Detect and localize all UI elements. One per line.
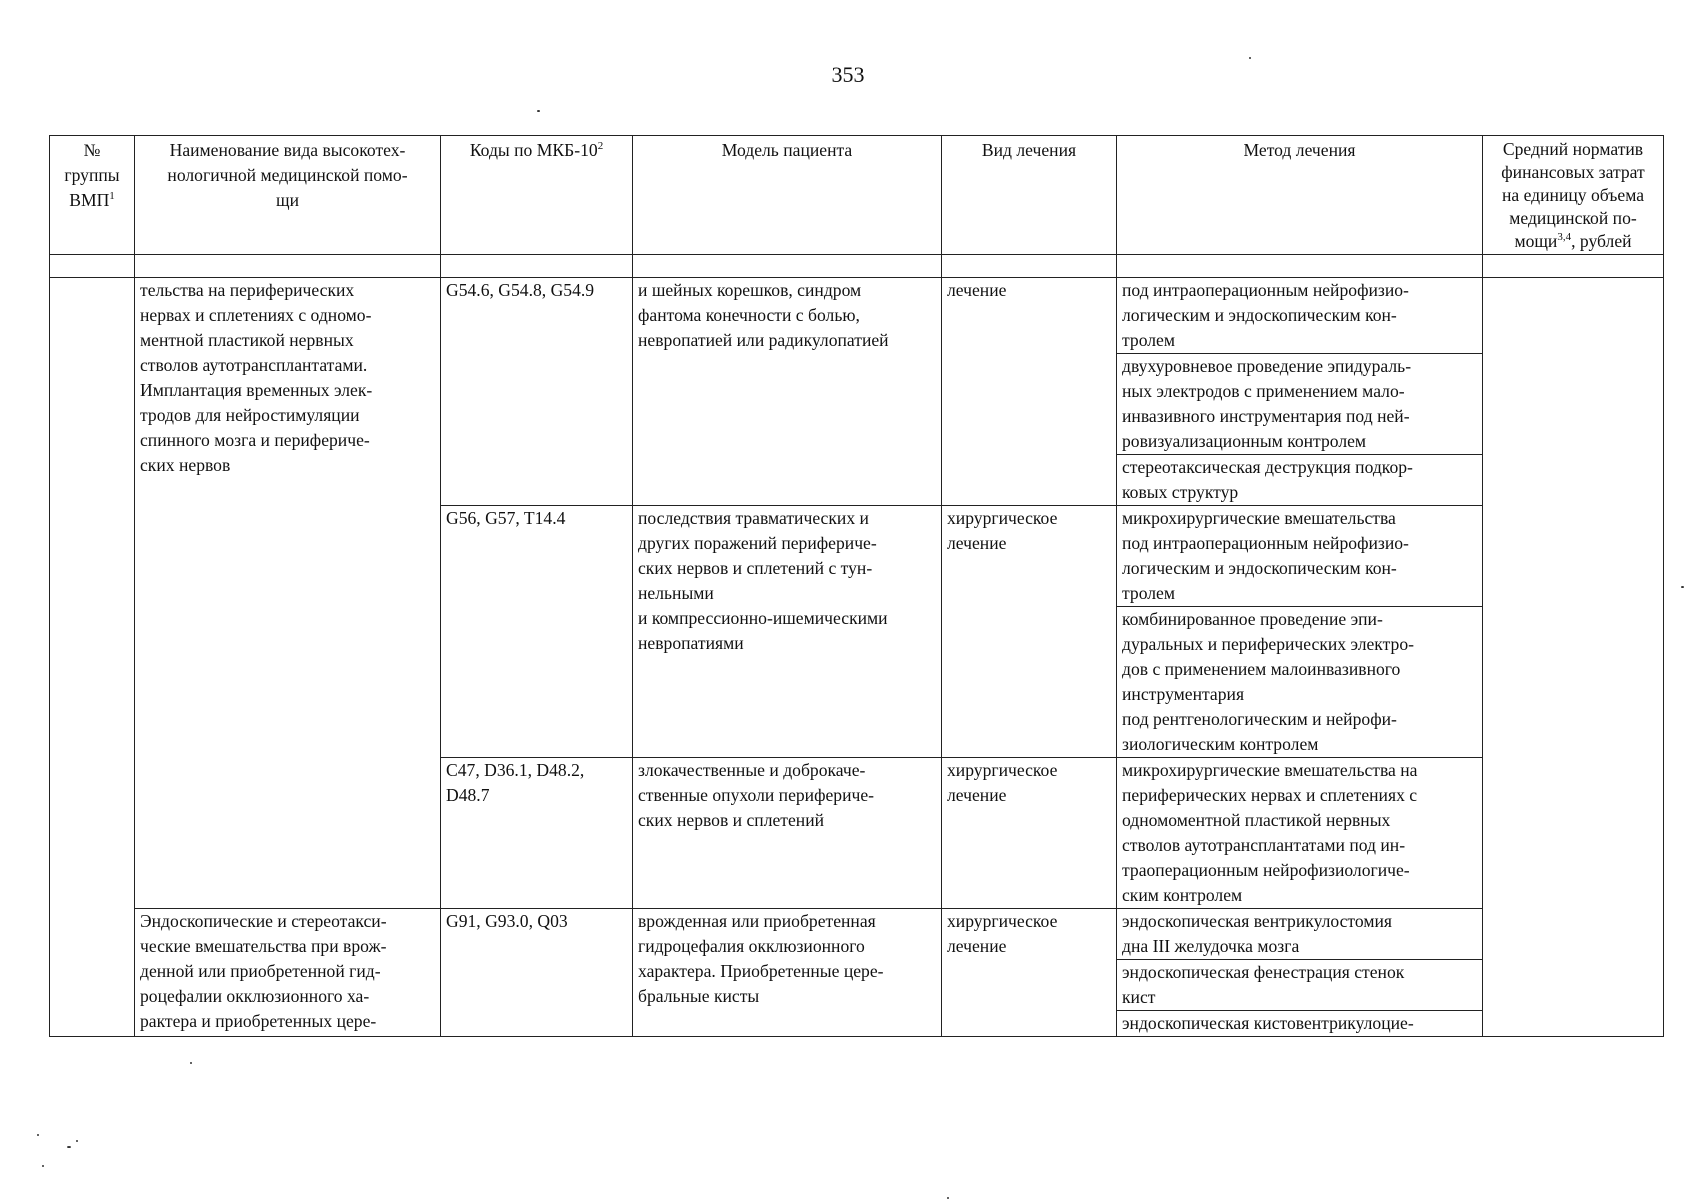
treatment-type-cell: хирургическое лечение [942, 758, 1117, 909]
header-patient-model: Модель пациента [633, 136, 942, 255]
page-number: 353 [831, 62, 865, 87]
care-type-cell: Эндоскопические и стереотакси- ческие вмешательства при врож- денной или приобретенной гид- роцефалии окклюзионного ха- рактера и приобретенных цере- [135, 909, 441, 1037]
method-item: двухуровневое проведение эпидураль- ных электродов с применением мало- инвазивного инструментария под ней- ровизуализационным контролем [1117, 353, 1482, 454]
icd-codes-cell: G54.6, G54.8, G54.9 [441, 278, 633, 506]
scan-speck [537, 110, 540, 112]
header-cost-standard: Средний норматив финансовых затрат на единицу объема медицинской по- мощи$^{3,4}$, рублей [1483, 136, 1664, 255]
table-header-row [50, 136, 1664, 255]
vmp-table [49, 135, 1664, 1037]
care-type-cell: тельства на периферических нервах и сплетениях с одномо- ментной пластикой нервных стволов аутотрансплантатами. Имплантация временных элек- тродов для нейростимуляции спинного мозга и перифериче- ских нервов [135, 278, 441, 909]
group-number-cell [50, 278, 135, 1037]
scan-speck [190, 1062, 192, 1064]
icd-codes-cell: C47, D36.1, D48.2, D48.7 [441, 758, 633, 909]
scan-speck [67, 1146, 71, 1148]
method-item: под интраоперационным нейрофизио- логическим и эндоскопическим кон- тролем [1122, 280, 1409, 350]
icd-codes-cell: G91, G93.0, Q03 [441, 909, 633, 1037]
treatment-type-cell: хирургическое лечение [942, 909, 1117, 1037]
treatment-method-cell [1117, 278, 1483, 506]
scan-speck [1249, 57, 1251, 59]
method-item: стереотаксическая деструкция подкор- ковых структур [1117, 454, 1482, 505]
treatment-type-cell: хирургическое лечение [942, 506, 1117, 758]
header-treatment-type: Вид лечения [942, 136, 1117, 255]
header-treatment-method: Метод лечения [1117, 136, 1483, 255]
patient-model-cell: врожденная или приобретенная гидроцефалия окклюзионного характера. Приобретенные цере- бральные кисты [633, 909, 942, 1037]
patient-model-cell: и шейных корешков, синдром фантома конечности с болью, невропатией или радикулопатией [633, 278, 942, 506]
icd-codes-cell: G56, G57, T14.4 [441, 506, 633, 758]
method-item: комбинированное проведение эпи- дуральных и периферических электро- дов с применением малоинвазивного инструментария под рентгенологическим и нейрофи- зиологическим контролем [1117, 606, 1482, 757]
scan-speck [76, 1140, 78, 1142]
cost-standard-cell [1483, 278, 1664, 1037]
patient-model-cell: последствия травматических и других поражений перифериче- ских нервов и сплетений с тун- нельными и компрессионно-ишемическими невропатиями [633, 506, 942, 758]
method-item: эндоскопическая фенестрация стенок кист [1117, 959, 1482, 1010]
header-icd-codes: Коды по МКБ-$10^2$ [441, 136, 633, 255]
scan-speck [947, 1197, 949, 1199]
header-care-type: Наименование вида высокотех- нологичной медицинской помо- щи [135, 136, 441, 255]
method-item: микрохирургические вмешательства под интраоперационным нейрофизио- логическим и эндоскопическим кон- тролем [1122, 508, 1409, 603]
scan-speck [1681, 586, 1684, 588]
table-row [50, 278, 1664, 506]
treatment-method-cell [1117, 506, 1483, 758]
scan-speck [37, 1134, 39, 1136]
method-item: эндоскопическая вентрикулостомия дна III желудочка мозга [1122, 911, 1392, 956]
scan-speck [42, 1165, 44, 1167]
header-group-number: № группы ВМП$^1$ [50, 136, 135, 255]
treatment-method-cell [1117, 758, 1483, 909]
method-item: микрохирургические вмешательства на периферических нервах и сплетениях с одномоментной пластикой нервных стволов аутотрансплантатами под ин- траоперационным нейрофизиологиче- ским контролем [1122, 760, 1418, 905]
treatment-type-cell: лечение [942, 278, 1117, 506]
table-row [50, 909, 1664, 1037]
patient-model-cell: злокачественные и доброкаче- ственные опухоли перифериче- ских нервов и сплетений [633, 758, 942, 909]
header-spacer-row [50, 255, 1664, 278]
method-item: эндоскопическая кистовентрикулоцие- [1117, 1010, 1482, 1036]
treatment-method-cell [1117, 909, 1483, 1037]
